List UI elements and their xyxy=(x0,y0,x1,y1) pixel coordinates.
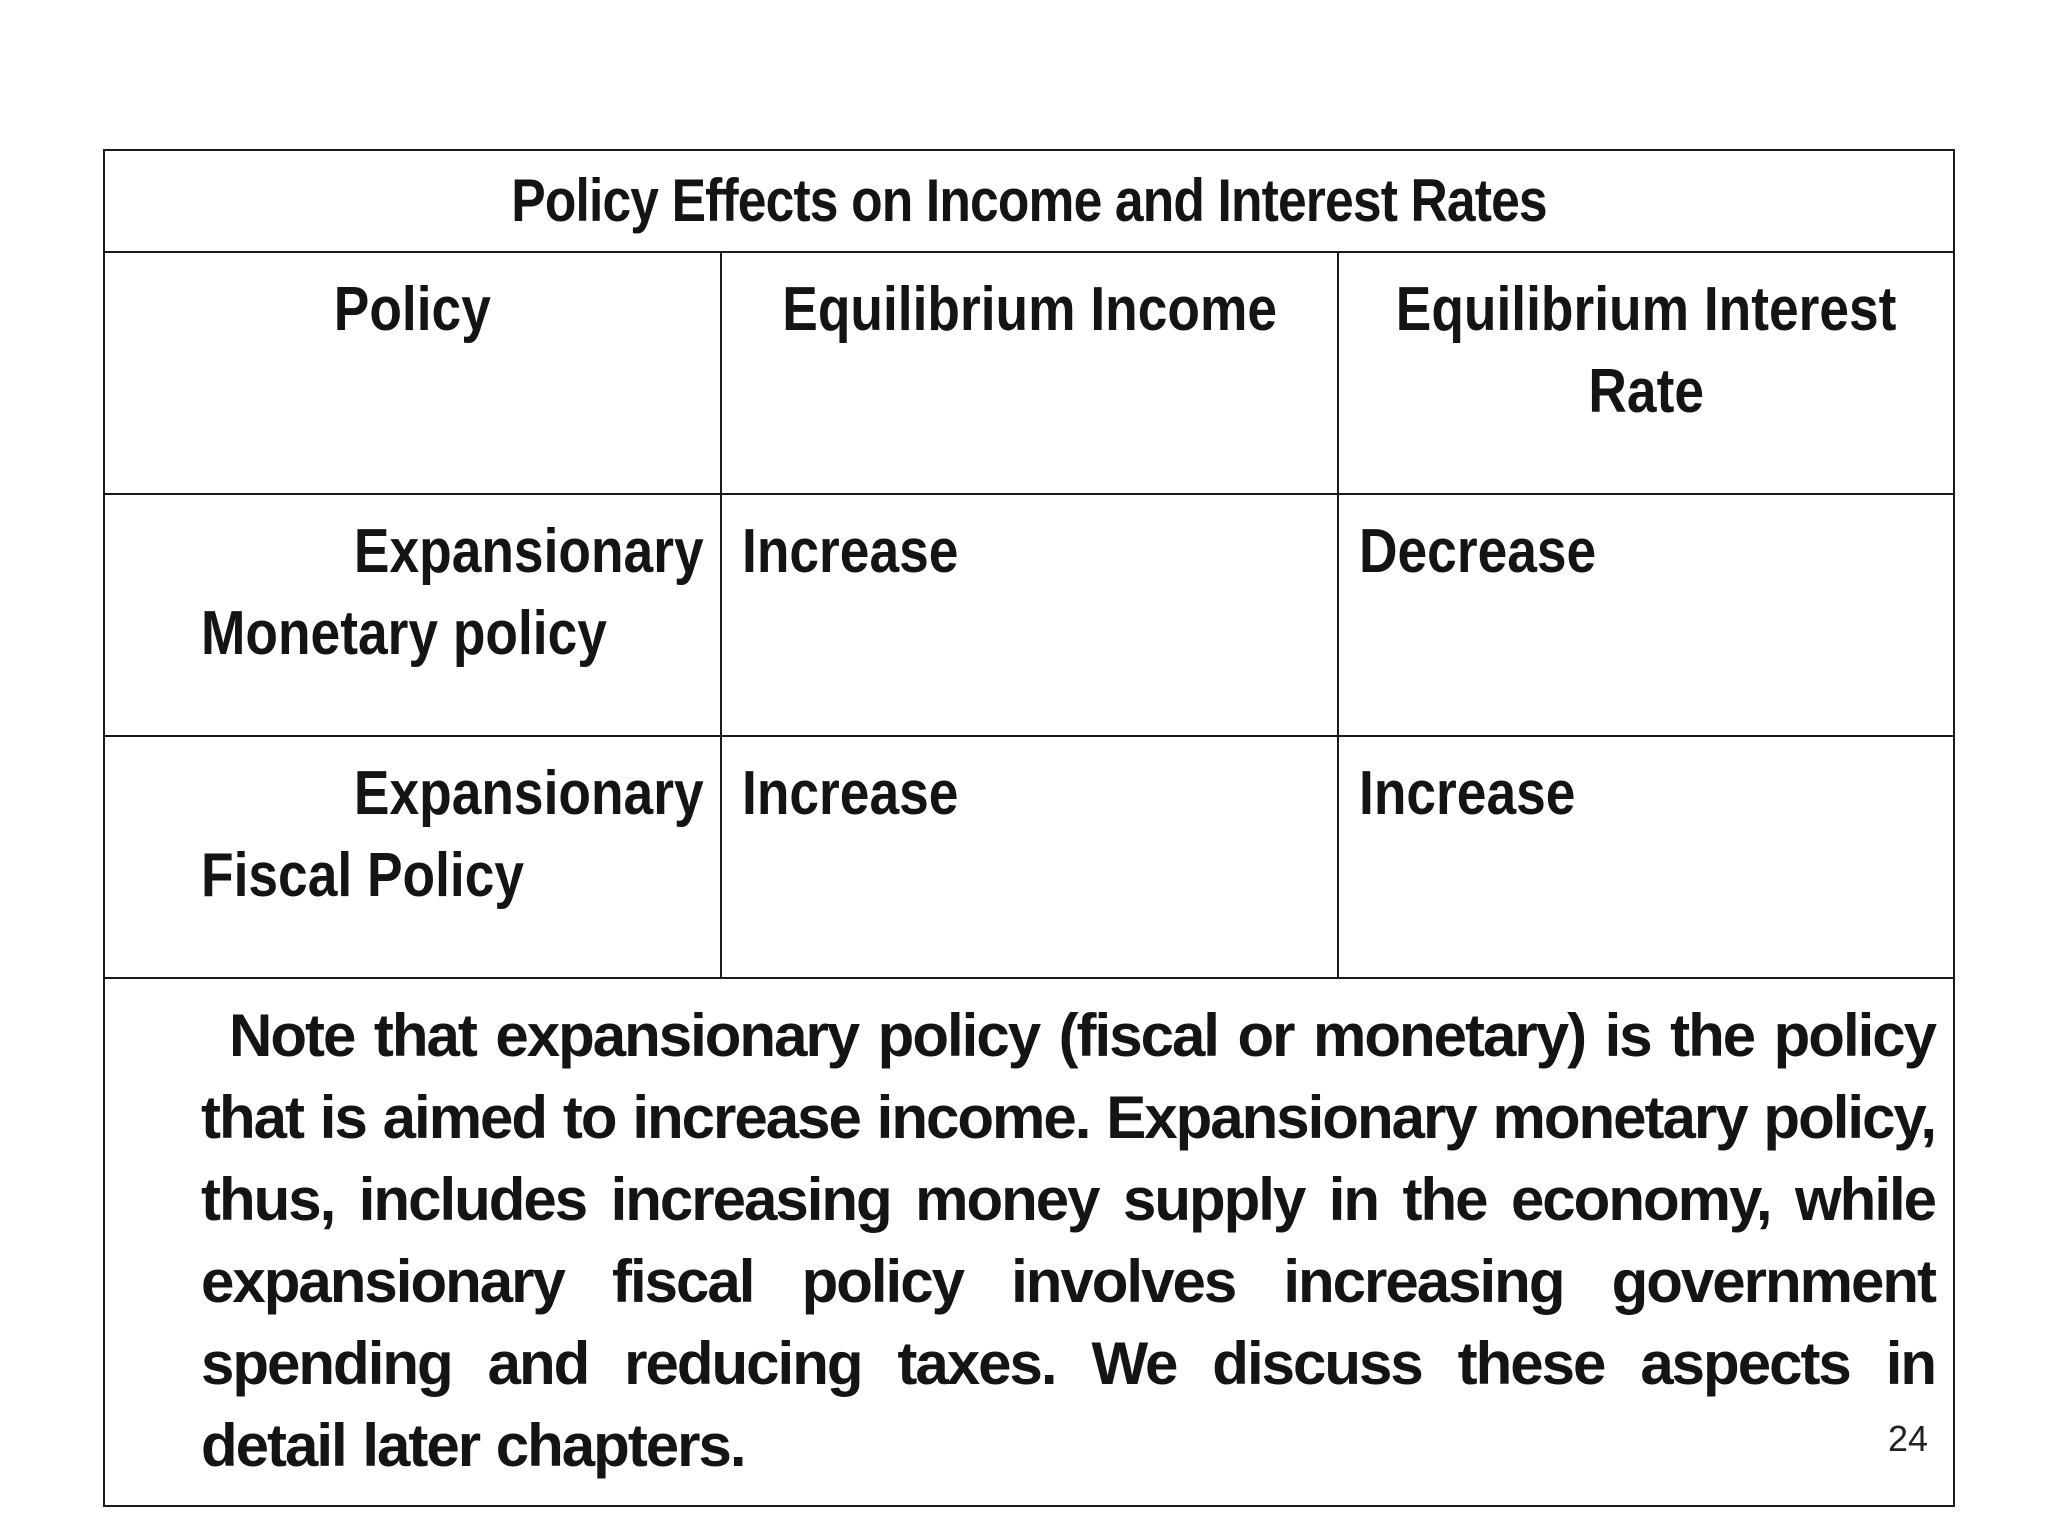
policy-effects-table xyxy=(103,149,1955,1507)
policy-cell-monetary: Expansionary Monetary policy xyxy=(104,494,721,736)
header-policy: Policy xyxy=(104,252,721,494)
header-equilibrium-income: Equilibrium Income xyxy=(721,252,1338,494)
table-title: Policy Effects on Income and Interest Rates xyxy=(511,167,1547,234)
header-equilibrium-interest-rate: Equilibrium Interest Rate xyxy=(1338,252,1954,494)
income-cell-fiscal: Increase xyxy=(721,736,1338,978)
table-row xyxy=(104,494,1954,736)
interest-cell-fiscal: Increase xyxy=(1338,736,1954,978)
table-row xyxy=(104,736,1954,978)
table-header-row xyxy=(104,252,1954,494)
note-paragraph: Note that expansionary policy (fiscal or monetary) is the policy that is aimed to increase income. Expansionary monetary policy, thus, includes increasing money supply in the economy, while expansionary fiscal policy involves increasing government spending and reducing taxes. We discuss these aspects in detail later chapters. xyxy=(104,978,1954,1506)
page-number: 24 xyxy=(1888,1418,1929,1459)
policy-cell-fiscal: Expansionary Fiscal Policy xyxy=(104,736,721,978)
income-cell-monetary: Increase xyxy=(721,494,1338,736)
interest-cell-monetary: Decrease xyxy=(1338,494,1954,736)
table-title-cell xyxy=(104,150,1954,252)
